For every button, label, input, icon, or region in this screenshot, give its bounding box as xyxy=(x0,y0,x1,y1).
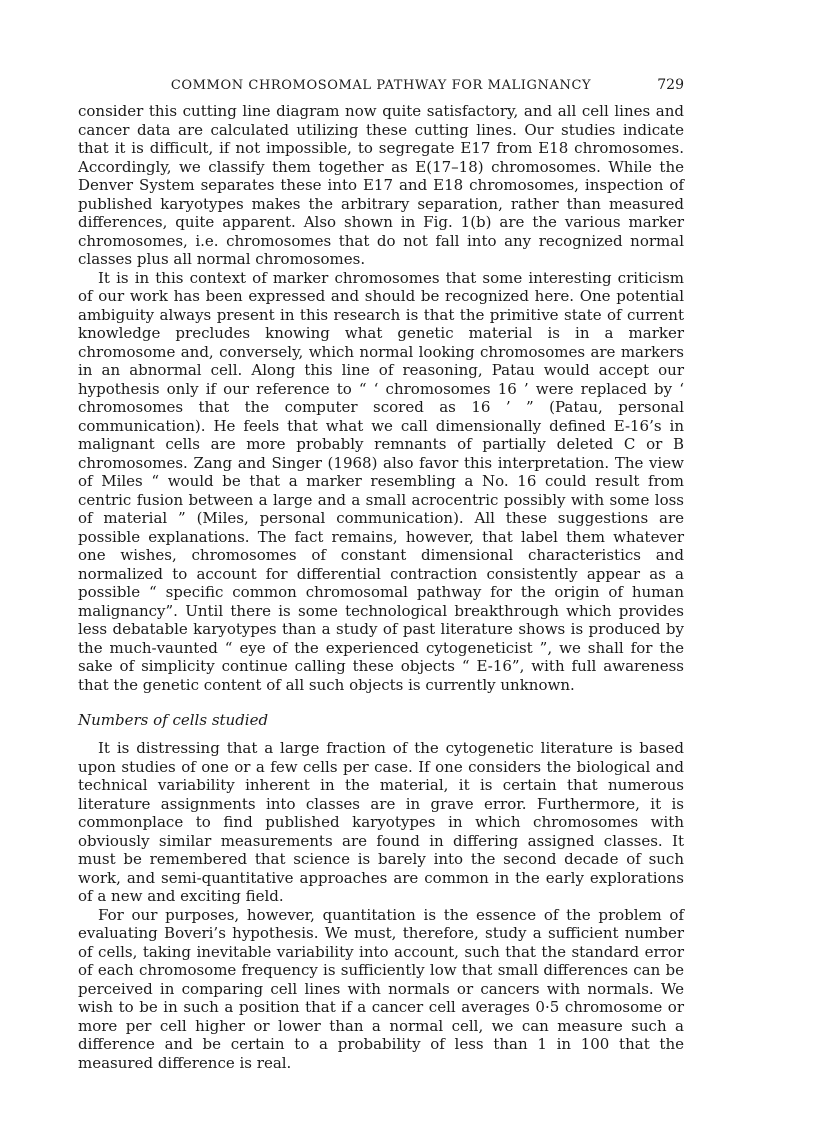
paragraph: It is distressing that a large fraction of the cytogenetic literature is based upon studies of one or a few cells per case. If one considers the biological and technical variability inherent in the material, it is certain that numerous literature assignments into classes are in grave error. Furthermore, it is commonplace to find published karyotypes in which chromosomes with obviously similar measurements are found in differing assigned classes. It must be remembered that science is barely into the second decade of such work, and semi-quantitative approaches are common in the early explorations of a new and exciting field. xyxy=(78,739,684,905)
running-title: COMMON CHROMOSOMAL PATHWAY FOR MALIGNANCY xyxy=(170,78,592,93)
paragraph: It is in this context of marker chromosomes that some interesting criticism of our work has been expressed and should be recognized here. One potential ambiguity always present in this research is that the primitive state of current knowledge precludes knowing what genetic material is in a marker chromosome and, conversely, which normal looking chromosomes are markers in an abnormal cell. Along this line of reasoning, Patau would accept our hypothesis only if our reference to “ ‘ chromosomes 16 ’ were replaced by ‘ chromosomes that the computer scored as 16 ’ ” (Patau, personal communication). He feels that what we call dimensionally defined E-16’s in malignant cells are more probably remnants of partially deleted C or B chromosomes. Zang and Singer (1968) also favor this interpretation. The view of Miles “ would be that a marker resembling a No. 16 could result from centric fusion between a large and a small acrocentric possibly with some loss of material ” (Miles, personal communication). All these suggestions are possible explanations. The fact remains, however, that label them whatever one wishes, chromosomes of constant dimensional characteristics and normalized to account for differential contraction consistently appear as a possible “ specific common chromosomal pathway for the origin of human malignancy”. Until there is some technological breakthrough which provides less debatable karyotypes than a study of past literature shows is produced by the much-vaunted “ eye of the experienced cytogeneticist ”, we shall for the sake of simplicity continue calling these objects “ E-16”, with full awareness that the genetic content of all such objects is currently unknown. xyxy=(78,268,684,694)
page-number: 729 xyxy=(657,77,684,93)
running-header xyxy=(78,78,684,102)
document-page xyxy=(78,78,684,1072)
body-text xyxy=(78,102,684,1072)
section-heading: Numbers of cells studied xyxy=(78,711,269,729)
paragraph: For our purposes, however, quantitation is the essence of the problem of evaluating Boveri’s hypothesis. We must, therefore, study a sufficient number of cells, taking inevitable variability into account, such that the standard error of each chromosome frequency is sufficiently low that small differences can be perceived in comparing cell lines with normals or cancers with normals. We wish to be in such a position that if a cancer cell averages 0·5 chromosome or more per cell higher or lower than a normal cell, we can measure such a difference and be certain to a probability of less than 1 in 100 that the measured difference is real. xyxy=(78,905,684,1072)
paragraph: consider this cutting line diagram now quite satisfactory, and all cell lines and cancer data are calculated utilizing these cutting lines. Our studies indicate that it is difficult, if not impossible, to segregate E17 from E18 chromosomes. Accordingly, we classify them together as E(17–18) chromosomes. While the Denver System separates these into E17 and E18 chromosomes, inspection of published karyotypes makes the arbitrary separation, rather than measured differences, quite apparent. Also shown in Fig. 1(b) are the various marker chromosomes, i.e. chromosomes that do not fall into any recognized normal classes plus all normal chromosomes. xyxy=(78,102,684,268)
